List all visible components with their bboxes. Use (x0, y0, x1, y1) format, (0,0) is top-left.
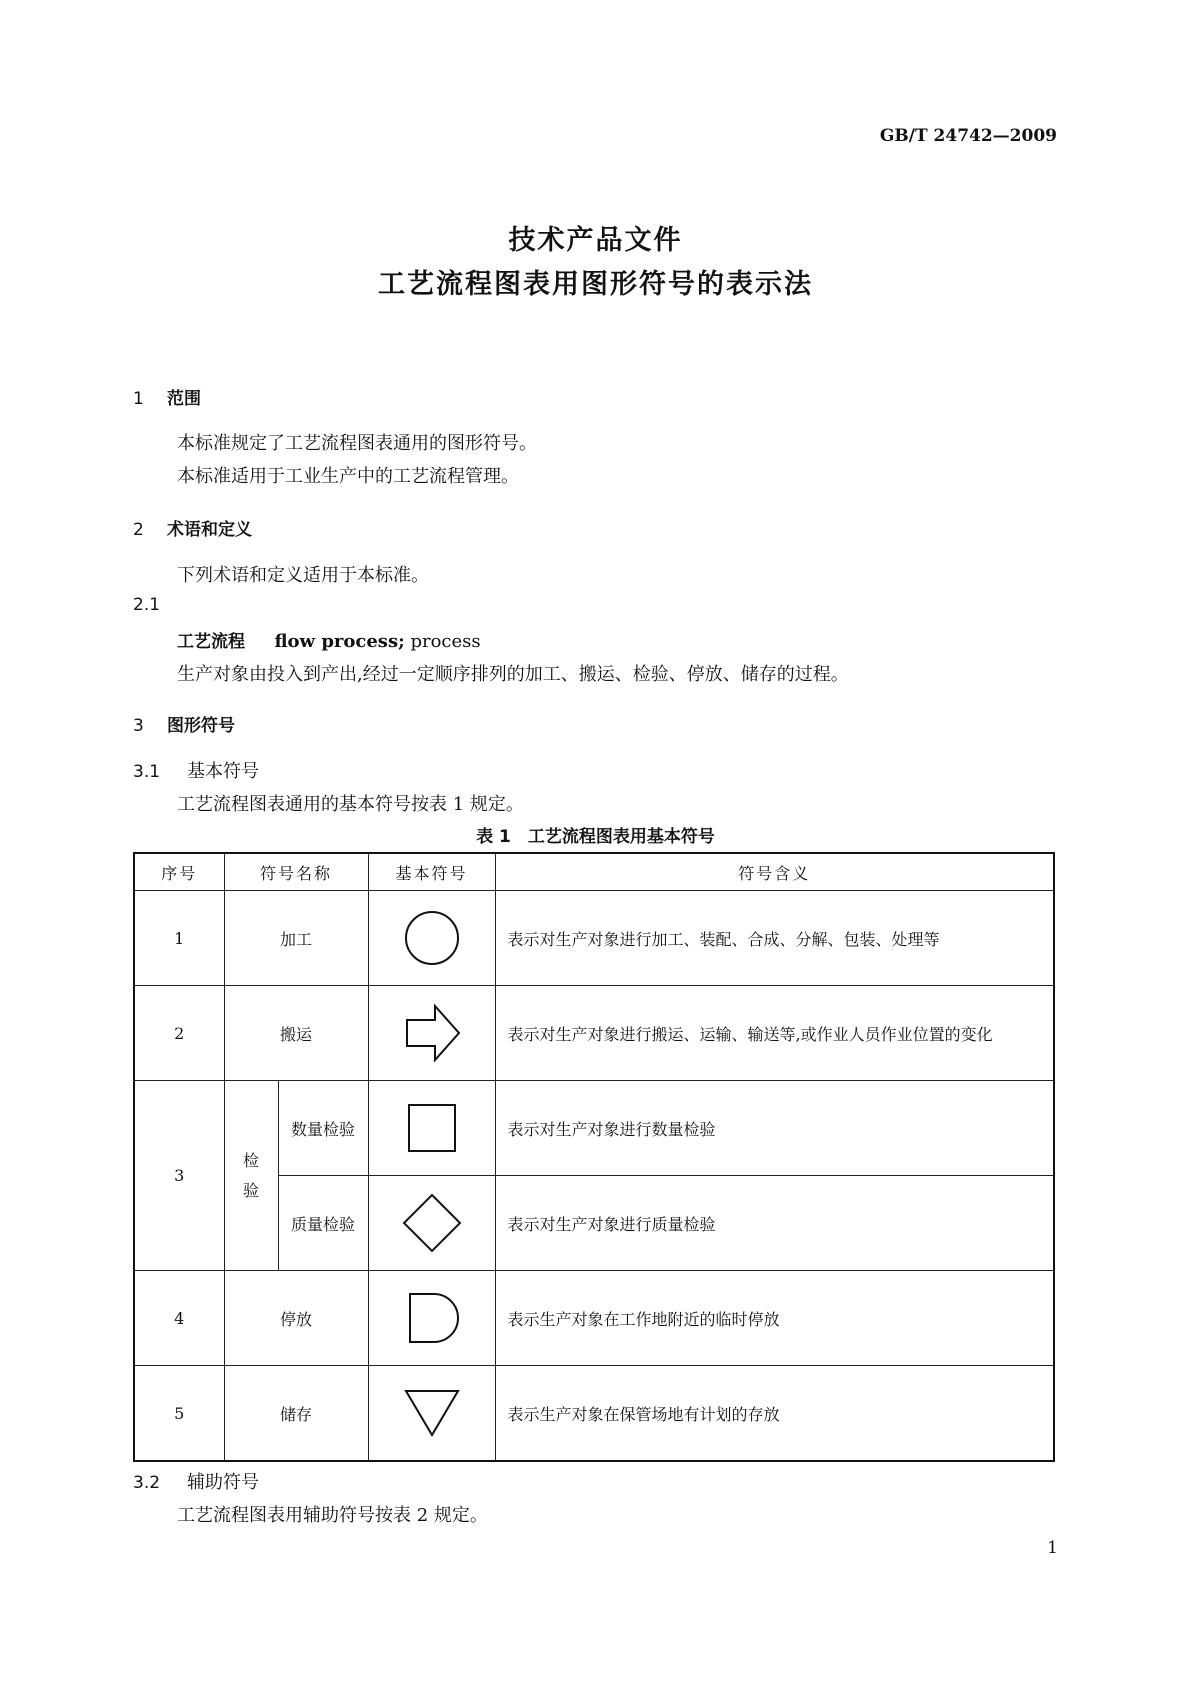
section-2-1-number: 2.1 (133, 595, 161, 615)
arrow-right-icon (402, 1003, 462, 1063)
document-title-line2: 工艺流程图表用图形符号的表示法 (378, 269, 813, 300)
row-symbol (368, 1271, 495, 1366)
row-name: 停放 (224, 1271, 368, 1366)
row-no: 3 (134, 1081, 224, 1271)
row-meaning: 表示生产对象在保管场地有计划的存放 (495, 1366, 1054, 1462)
section-3-1-paragraph: 工艺流程图表通用的基本符号按表 1 规定。 (177, 794, 524, 815)
section-1-paragraph-2: 本标准适用于工业生产中的工艺流程管理。 (177, 466, 519, 487)
square-icon (402, 1098, 462, 1158)
section-3-1-heading (133, 757, 259, 783)
row-name: 储存 (224, 1366, 368, 1462)
basic-symbols-table (133, 852, 1055, 1462)
header-name: 符号名称 (224, 853, 368, 891)
inverted-triangle-icon (402, 1383, 462, 1443)
row-meaning: 表示对生产对象进行质量检验 (495, 1176, 1054, 1271)
section-1-heading (133, 384, 201, 409)
row-meaning: 表示生产对象在工作地附近的临时停放 (495, 1271, 1054, 1366)
header-no: 序号 (134, 853, 224, 891)
table-row (134, 1271, 1054, 1366)
section-title: 图形符号 (167, 716, 235, 736)
row-name: 加工 (224, 891, 368, 986)
section-number: 3 (133, 716, 144, 736)
delay-d-shape-icon (402, 1288, 462, 1348)
section-3-2-heading (133, 1468, 259, 1494)
row-meaning: 表示对生产对象进行搬运、运输、输送等,或作业人员作业位置的变化 (495, 986, 1054, 1081)
row-name: 搬运 (224, 986, 368, 1081)
row-symbol (368, 1366, 495, 1462)
term-entry (177, 627, 481, 652)
section-title: 基本符号 (187, 761, 259, 782)
row-symbol (368, 1176, 495, 1271)
section-2-paragraph-1: 下列术语和定义适用于本标准。 (177, 565, 429, 586)
row-no: 2 (134, 986, 224, 1081)
section-number: 3.1 (133, 762, 161, 782)
table-row (134, 986, 1054, 1081)
row-no: 1 (134, 891, 224, 986)
row-meaning: 表示对生产对象进行数量检验 (495, 1081, 1054, 1176)
table-row (134, 1366, 1054, 1462)
group-name-char-1: 检 (242, 1150, 259, 1170)
term-english: flow process; (274, 631, 405, 652)
section-number: 1 (133, 389, 144, 409)
table-row (134, 1081, 1054, 1176)
section-title: 术语和定义 (167, 520, 252, 540)
section-1-paragraph-1: 本标准规定了工艺流程图表通用的图形符号。 (177, 433, 537, 454)
diamond-icon (400, 1191, 464, 1255)
section-number: 2 (133, 520, 144, 540)
row-symbol (368, 1081, 495, 1176)
row-symbol (368, 891, 495, 986)
section-title: 范围 (167, 389, 201, 409)
section-3-heading (133, 711, 235, 736)
group-name-char-2: 验 (242, 1180, 259, 1200)
row-no: 5 (134, 1366, 224, 1462)
standard-number: GB/T 24742—2009 (879, 126, 1057, 146)
section-title: 辅助符号 (187, 1472, 259, 1493)
circle-icon (402, 908, 462, 968)
page-number: 1 (1047, 1538, 1058, 1558)
row-name: 数量检验 (278, 1081, 368, 1176)
table-1-caption: 表 1 工艺流程图表用基本符号 (476, 827, 715, 847)
term-chinese: 工艺流程 (177, 632, 245, 652)
section-number: 3.2 (133, 1473, 161, 1493)
table-row (134, 891, 1054, 986)
row-group-name (224, 1081, 278, 1271)
document-title-line1: 技术产品文件 (508, 225, 683, 256)
row-name: 质量检验 (278, 1176, 368, 1271)
term-definition: 生产对象由投入到产出,经过一定顺序排列的加工、搬运、检验、停放、储存的过程。 (177, 664, 849, 685)
header-meaning: 符号含义 (495, 853, 1054, 891)
section-3-2-paragraph: 工艺流程图表用辅助符号按表 2 规定。 (177, 1505, 488, 1526)
row-meaning: 表示对生产对象进行加工、装配、合成、分解、包装、处理等 (495, 891, 1054, 986)
term-english-alt: process (410, 631, 481, 652)
table-header-row (134, 853, 1054, 891)
row-no: 4 (134, 1271, 224, 1366)
header-symbol: 基本符号 (368, 853, 495, 891)
row-symbol (368, 986, 495, 1081)
section-2-heading (133, 515, 252, 540)
